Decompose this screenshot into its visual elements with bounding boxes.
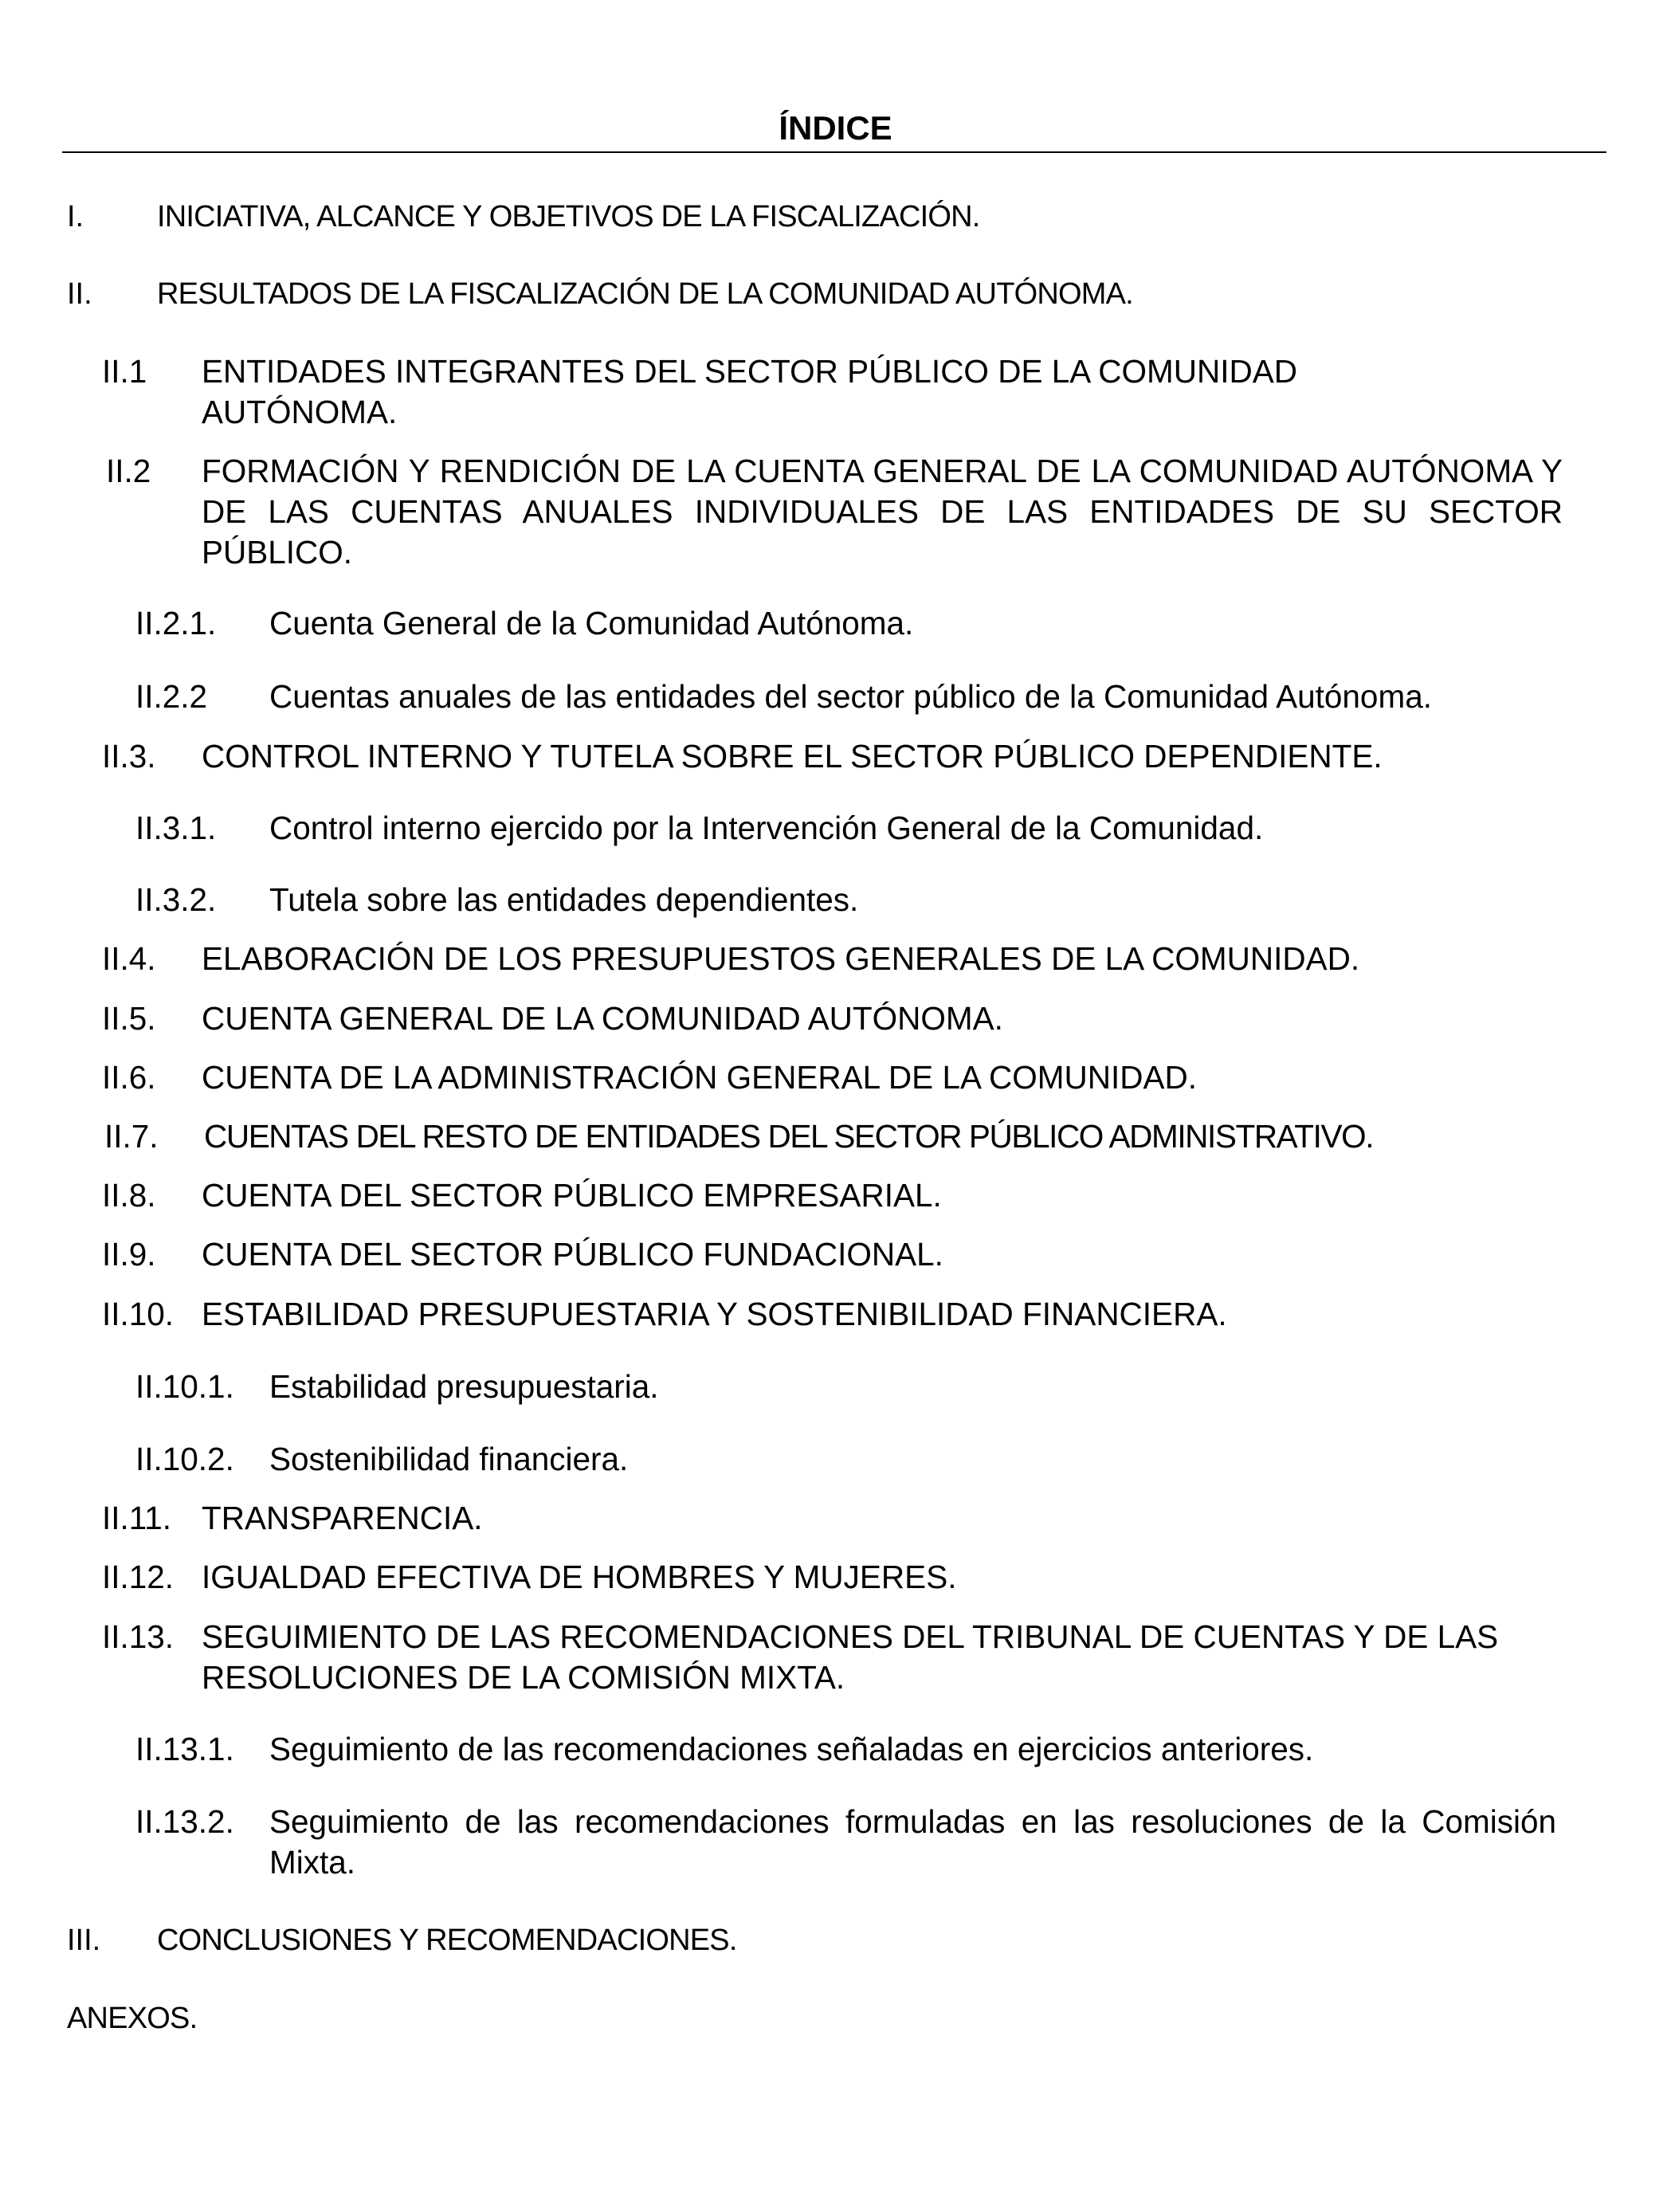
toc-number: II.3. xyxy=(102,738,156,775)
toc-entry-ii-11[interactable] xyxy=(0,1498,1671,1539)
toc-number: II.2 xyxy=(106,453,151,489)
toc-label: TRANSPARENCIA. xyxy=(202,1500,483,1536)
toc-number: II.3.1. xyxy=(135,810,217,846)
toc-label: ANEXOS. xyxy=(67,2002,198,2035)
toc-number: II.10.1. xyxy=(135,1368,234,1405)
toc-label: Control interno ejercido por la Intervención General de la Comunidad. xyxy=(269,810,1264,846)
toc-entry-ii-3[interactable] xyxy=(0,736,1671,777)
toc-entry-i[interactable] xyxy=(0,198,1671,239)
toc-number: II.2.1. xyxy=(135,605,217,641)
toc-number: II.9. xyxy=(102,1236,156,1273)
toc-label: RESULTADOS DE LA FISCALIZACIÓN DE LA COMUNIDAD AUTÓNOMA. xyxy=(157,277,1133,311)
toc-number: II.7. xyxy=(104,1118,159,1155)
toc-entry-ii-2-2[interactable] xyxy=(0,677,1671,717)
toc-number: II. xyxy=(67,277,92,311)
toc-entry-ii[interactable] xyxy=(0,275,1671,316)
toc-entry-ii-12[interactable] xyxy=(0,1557,1671,1598)
toc-entry-ii-8[interactable] xyxy=(0,1175,1671,1216)
toc-number: II.1 xyxy=(102,353,147,390)
toc-entry-ii-13-1[interactable] xyxy=(0,1729,1671,1770)
toc-entry-ii-9[interactable] xyxy=(0,1234,1671,1275)
toc-label: CONCLUSIONES Y RECOMENDACIONES. xyxy=(157,1924,737,1957)
toc-entry-ii-7[interactable] xyxy=(0,1116,1671,1157)
toc-number: II.10. xyxy=(102,1296,175,1332)
toc-number: II.12. xyxy=(102,1559,175,1595)
toc-number: III. xyxy=(67,1924,101,1957)
toc-label: Sostenibilidad financiera. xyxy=(269,1441,629,1477)
toc-label: ESTABILIDAD PRESUPUESTARIA Y SOSTENIBILIDAD FINANCIERA. xyxy=(202,1296,1227,1332)
toc-entry-ii-10[interactable] xyxy=(0,1294,1671,1335)
toc-label: SEGUIMIENTO DE LAS RECOMENDACIONES DEL TRIBUNAL DE CUENTAS Y DE LAS RESOLUCIONES DE LA COMISIÓN MIXTA. xyxy=(202,1618,1499,1696)
toc-entry-ii-5[interactable] xyxy=(0,998,1671,1039)
toc-number: II.3.2. xyxy=(135,881,217,918)
toc-number: II.6. xyxy=(102,1059,156,1096)
toc-number: II.13.1. xyxy=(135,1731,234,1767)
toc-label: ELABORACIÓN DE LOS PRESUPUESTOS GENERALES DE LA COMUNIDAD. xyxy=(202,940,1360,977)
toc-entry-iii[interactable] xyxy=(0,1921,1671,1963)
toc-number: II.5. xyxy=(102,1000,156,1037)
toc-entry-ii-2[interactable] xyxy=(0,451,1671,573)
toc-entry-ii-4[interactable] xyxy=(0,939,1671,979)
toc-label: IGUALDAD EFECTIVA DE HOMBRES Y MUJERES. xyxy=(202,1559,957,1595)
toc-label: ENTIDADES INTEGRANTES DEL SECTOR PÚBLICO DE LA COMUNIDAD AUTÓNOMA. xyxy=(202,353,1298,430)
toc-number: II.13.2. xyxy=(135,1803,234,1840)
toc-number: I. xyxy=(67,200,84,233)
toc-label: Estabilidad presupuestaria. xyxy=(269,1368,659,1405)
toc-label: Cuenta General de la Comunidad Autónoma. xyxy=(269,605,914,641)
toc-number: II.10.2. xyxy=(135,1441,234,1477)
toc-label: Seguimiento de las recomendaciones señaladas en ejercicios anteriores. xyxy=(269,1731,1314,1767)
toc-label: CUENTA DE LA ADMINISTRACIÓN GENERAL DE LA COMUNIDAD. xyxy=(202,1059,1197,1096)
toc-entry-ii-13[interactable] xyxy=(0,1617,1671,1698)
toc-number: II.13. xyxy=(102,1618,175,1655)
toc-entry-ii-6[interactable] xyxy=(0,1057,1671,1098)
toc-entry-ii-1[interactable] xyxy=(0,351,1671,433)
toc-number: II.4. xyxy=(102,940,156,977)
toc-entry-ii-3-1[interactable] xyxy=(0,808,1671,849)
toc-label: INICIATIVA, ALCANCE Y OBJETIVOS DE LA FISCALIZACIÓN. xyxy=(157,200,980,233)
toc-label: Seguimiento de las recomendaciones formuladas en las resoluciones de la Comisión Mixta. xyxy=(269,1803,1556,1881)
toc-number: II.2.2 xyxy=(135,678,208,715)
toc-entry-ii-3-2[interactable] xyxy=(0,880,1671,920)
toc-entry-ii-13-2[interactable] xyxy=(0,1802,1671,1883)
toc-label: CUENTA DEL SECTOR PÚBLICO FUNDACIONAL. xyxy=(202,1236,943,1273)
toc-entry-anexos[interactable] xyxy=(0,1999,1671,2041)
toc-number: II.8. xyxy=(102,1177,156,1214)
toc-label: CONTROL INTERNO Y TUTELA SOBRE EL SECTOR PÚBLICO DEPENDIENTE. xyxy=(202,738,1383,775)
toc-label: Cuentas anuales de las entidades del sector público de la Comunidad Autónoma. xyxy=(269,678,1432,715)
page-title: ÍNDICE xyxy=(779,109,892,147)
toc-entry-ii-10-2[interactable] xyxy=(0,1439,1671,1480)
toc-label: CUENTAS DEL RESTO DE ENTIDADES DEL SECTOR PÚBLICO ADMINISTRATIVO. xyxy=(204,1118,1374,1155)
toc-number: II.11. xyxy=(102,1500,172,1536)
toc-label: CUENTA GENERAL DE LA COMUNIDAD AUTÓNOMA. xyxy=(202,1000,1003,1037)
toc-label: Tutela sobre las entidades dependientes. xyxy=(269,881,859,918)
toc-entry-ii-2-1[interactable] xyxy=(0,603,1671,644)
toc-entry-ii-10-1[interactable] xyxy=(0,1367,1671,1407)
toc-label: FORMACIÓN Y RENDICIÓN DE LA CUENTA GENERAL DE LA COMUNIDAD AUTÓNOMA Y DE LAS CUENTAS ANUALES INDIVIDUALES DE LAS ENTIDADES DE SU SECTOR PÚBLICO. xyxy=(202,453,1563,571)
toc-label: CUENTA DEL SECTOR PÚBLICO EMPRESARIAL. xyxy=(202,1177,942,1214)
